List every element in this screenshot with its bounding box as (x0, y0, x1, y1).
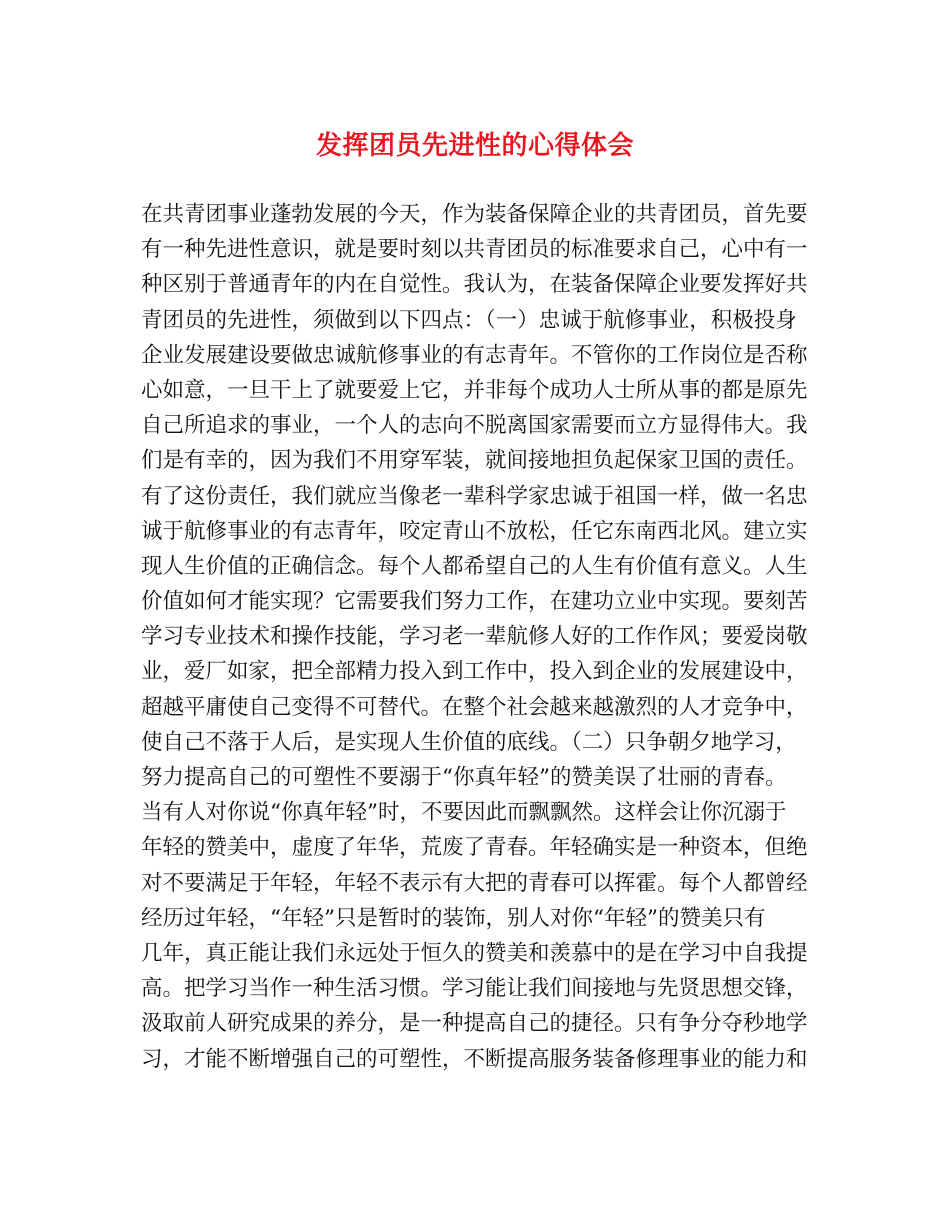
body-line: 企业发展建设要做忠诚航修事业的有志青年。不管你的工作岗位是否称 (141, 342, 808, 368)
body-line: 学习专业技术和操作技能，学习老一辈航修人好的工作作风；要爱岗敬 (141, 624, 808, 650)
body-line: 经历过年轻，“年轻”只是暂时的装饰，别人对你“年轻”的赞美只有 (141, 905, 766, 931)
body-line: 几年，真正能让我们永远处于恒久的赞美和羡慕中的是在学习中自我提 (141, 940, 808, 966)
body-line: 汲取前人研究成果的养分，是一种提高自己的捷径。只有争分夺秒地学 (141, 1011, 808, 1037)
body-line: 现人生价值的正确信念。每个人都希望自己的人生有价值有意义。人生 (141, 553, 808, 579)
document-body (141, 197, 821, 1077)
body-line: 诚于航修事业的有志青年，咬定青山不放松，任它东南西北风。建立实 (141, 518, 808, 544)
body-line: 心如意，一旦干上了就要爱上它，并非每个成功人士所从事的都是原先 (141, 377, 808, 403)
body-line: 种区别于普通青年的内在自觉性。我认为，在装备保障企业要发挥好共 (141, 272, 808, 298)
body-line: 努力提高自己的可塑性不要溺于“你真年轻”的赞美误了壮丽的青春。 (141, 765, 787, 790)
body-line: 当有人对你说“你真年轻”时，不要因此而飘飘然。这样会让你沉溺于 (141, 800, 787, 826)
body-line: 使自己不落于人后，是实现人生价值的底线。（二）只争朝夕地学习， (141, 729, 797, 755)
body-line: 高。把学习当作一种生活习惯。学习能让我们间接地与先贤思想交锋， (141, 976, 808, 1002)
body-line: 青团员的先进性，须做到以下四点：（一）忠诚于航修事业，积极投身 (141, 307, 797, 333)
body-line: 习，才能不断增强自己的可塑性，不断提高服务装备修理事业的能力和 (141, 1046, 808, 1072)
body-line: 年轻的赞美中，虚度了年华，荒废了青春。年轻确实是一种资本，但绝 (141, 835, 808, 861)
body-line: 对不要满足于年轻，年轻不表示有大把的青春可以挥霍。每个人都曾经 (141, 870, 808, 896)
body-line: 超越平庸使自己变得不可替代。在整个社会越来越激烈的人才竞争中， (141, 694, 808, 720)
body-line: 有一种先进性意识，就是要时刻以共青团员的标准要求自己，心中有一 (141, 237, 808, 263)
body-line: 自己所追求的事业，一个人的志向不脱离国家需要而立方显得伟大。我 (141, 413, 808, 439)
body-line: 价值如何才能实现？它需要我们努力工作，在建功立业中实现。要刻苦 (141, 589, 808, 615)
body-line: 有了这份责任，我们就应当像老一辈科学家忠诚于祖国一样，做一名忠 (141, 483, 808, 509)
page-title: 发挥团员先进性的心得体会 (315, 131, 634, 161)
body-line: 在共青团事业蓬勃发展的今天，作为装备保障企业的共青团员，首先要 (141, 202, 808, 227)
body-line: 们是有幸的，因为我们不用穿军装，就间接地担负起保家卫国的责任。 (141, 448, 808, 474)
body-line: 业，爱厂如家，把全部精力投入到工作中，投入到企业的发展建设中， (141, 659, 808, 685)
